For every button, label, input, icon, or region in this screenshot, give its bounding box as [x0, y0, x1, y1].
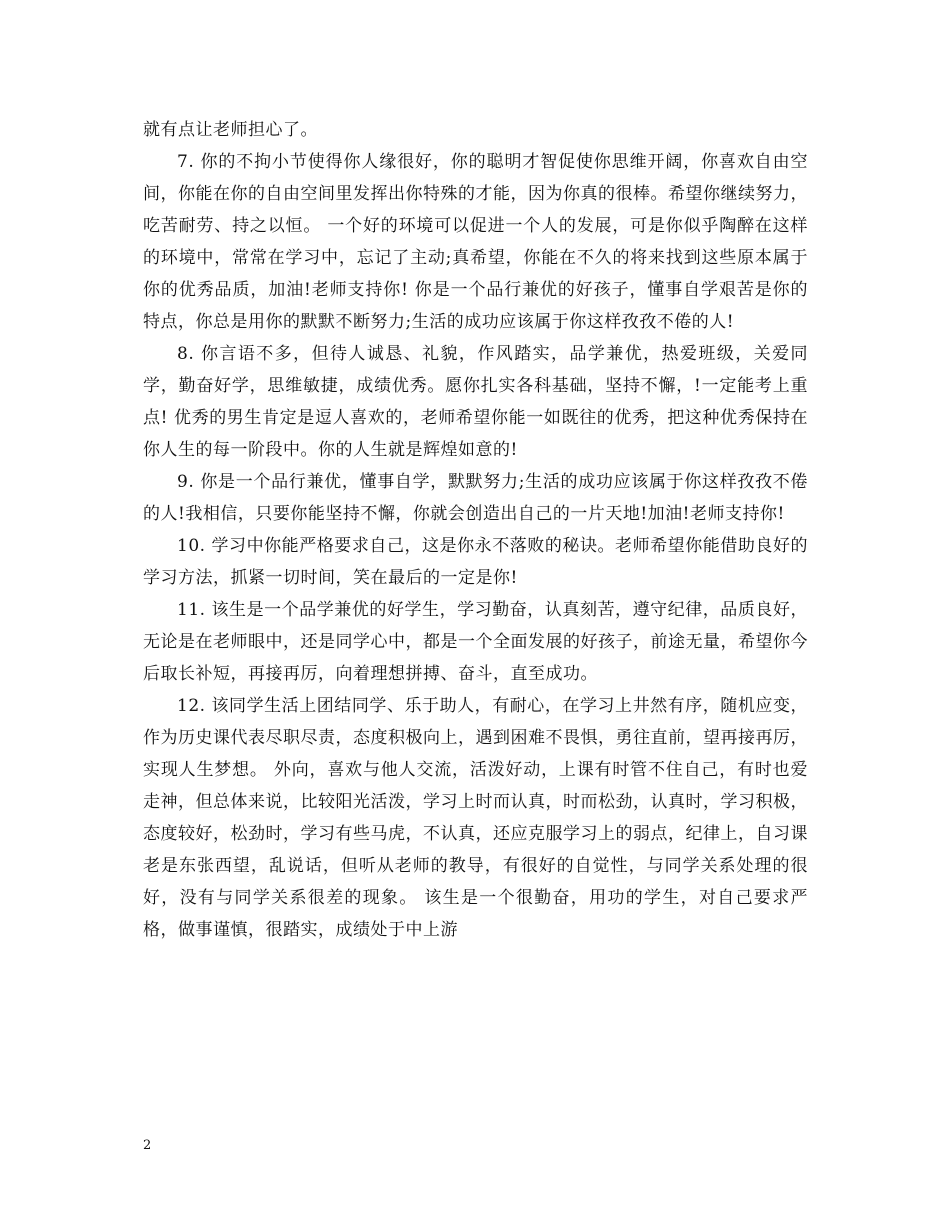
document-body: [143, 114, 808, 946]
paragraph-item-9: 9. 你是一个品行兼优，懂事自学，默默努力;生活的成功应该属于你这样孜孜不倦的人!我相信，只要你能坚持不懈，你就会创造出自己的一片天地!加油!老师支持你!: [143, 472, 808, 524]
paragraph-item-12: 12. 该同学生活上团结同学、乐于助人，有耐心，在学习上井然有序，随机应变，作为历史课代表尽职尽责，态度积极向上，遇到困难不畏惧，勇往直前，望再接再厉，实现人生梦想。 外向，喜欢与他人交流，活泼好动，上课有时管不住自己，有时也爱走神，但总体来说，比较阳光活泼，学习上时而认真，时而松劲，认真时，学习积极，态度较好，松劲时，学习有些马虎，不认真，还应克服学习上的弱点，纪律上，自习课老是东张西望，乱说话，但听从老师的教导，有很好的自觉性，与同学关系处理的很好，没有与同学关系很差的现象。 该生是一个很勤奋，用功的学生，对自己要求严格，做事谨慎，很踏实，成绩处于中上游: [143, 696, 808, 940]
paragraph-item-7: 7. 你的不拘小节使得你人缘很好，你的聪明才智促使你思维开阔，你喜欢自由空间，你能在你的自由空间里发挥出你特殊的才能，因为你真的很棒。希望你继续努力，吃苦耐劳、持之以恒。 一个好的环境可以促进一个人的发展，可是你似乎陶醉在这样的环境中，常常在学习中，忘记了主动;真希望，你能在不久的将来找到这些原本属于你的优秀品质，加油!老师支持你! 你是一个品行兼优的好孩子，懂事自学艰苦是你的特点，你总是用你的默默不断努力;生活的成功应该属于你这样孜孜不倦的人!: [143, 152, 808, 332]
paragraph-item-10: 10. 学习中你能严格要求自己，这是你永不落败的秘诀。老师希望你能借助良好的学习方法，抓紧一切时间，笑在最后的一定是你!: [143, 536, 808, 588]
paragraph-item-11: 11. 该生是一个品学兼优的好学生，学习勤奋，认真刻苦，遵守纪律，品质良好，无论是在老师眼中，还是同学心中，都是一个全面发展的好孩子，前途无量，希望你今后取长补短，再接再厉，向着理想拼搏、奋斗，直至成功。: [143, 600, 808, 684]
page-number: 2: [143, 1138, 152, 1153]
paragraph-item-8: 8. 你言语不多，但待人诚恳、礼貌，作风踏实，品学兼优，热爱班级，关爱同学，勤奋好学，思维敏捷，成绩优秀。愿你扎实各科基础，坚持不懈，!一定能考上重点! 优秀的男生肯定是逗人喜欢的，老师希望你能一如既往的优秀，把这种优秀保持在你人生的每一阶段中。你的人生就是辉煌如意的!: [143, 344, 808, 460]
paragraph-continuation: 就有点让老师担心了。: [143, 120, 318, 140]
